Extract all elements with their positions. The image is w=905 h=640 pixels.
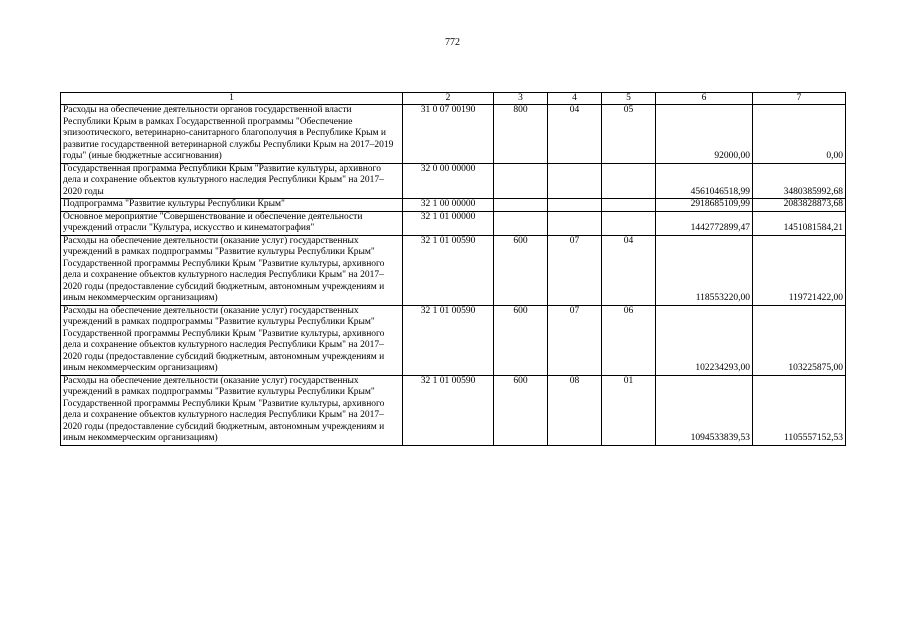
amount-year2-cell: 3480385992,68 xyxy=(753,163,846,199)
expense-name-cell: Расходы на обеспечение деятельности (оказание услуг) государственных учреждений в рамках подпрограммы "Развитие культуры Республики Крым" Государственной программы Республики Крым "Развитие культуры, архивного дела и сохранение объектов культурного наследия Республики Крым" на 2017–2020 годы (предоставление субсидий бюджетным, автономным учреждениям и иным некоммерческим организациям) xyxy=(61,235,403,305)
expense-type-code-cell xyxy=(494,211,548,235)
expense-name-cell: Основное мероприятие "Совершенствование и обеспечение деятельности учреждений отрасли "Культура, искусство и кинематография" xyxy=(61,211,403,235)
expense-type-code-cell: 600 xyxy=(494,305,548,375)
amount-year1-cell: 2918685109,99 xyxy=(656,199,753,212)
amount-year1-cell: 102234293,00 xyxy=(656,305,753,375)
section-code-cell xyxy=(548,199,602,212)
target-article-code-cell: 32 1 01 00590 xyxy=(403,375,494,445)
column-header-1: 1 xyxy=(61,93,403,105)
column-header-6: 6 xyxy=(656,93,753,105)
table-row xyxy=(61,235,846,305)
expense-type-code-cell: 800 xyxy=(494,105,548,164)
column-header-2: 2 xyxy=(403,93,494,105)
budget-table xyxy=(60,92,846,446)
amount-year1-cell: 92000,00 xyxy=(656,105,753,164)
table-row xyxy=(61,375,846,445)
section-code-cell: 07 xyxy=(548,235,602,305)
target-article-code-cell: 32 1 00 00000 xyxy=(403,199,494,212)
amount-year1-cell: 1442772899,47 xyxy=(656,211,753,235)
table-row xyxy=(61,211,846,235)
table-row xyxy=(61,105,846,164)
subsection-code-cell xyxy=(602,211,656,235)
column-header-7: 7 xyxy=(753,93,846,105)
subsection-code-cell: 01 xyxy=(602,375,656,445)
table-row xyxy=(61,163,846,199)
column-header-3: 3 xyxy=(494,93,548,105)
expense-type-code-cell xyxy=(494,163,548,199)
section-code-cell: 04 xyxy=(548,105,602,164)
amount-year2-cell: 0,00 xyxy=(753,105,846,164)
expense-type-code-cell: 600 xyxy=(494,375,548,445)
expense-type-code-cell: 600 xyxy=(494,235,548,305)
amount-year2-cell: 103225875,00 xyxy=(753,305,846,375)
page-number: 772 xyxy=(445,37,460,48)
expense-name-cell: Подпрограмма "Развитие культуры Республики Крым" xyxy=(61,199,403,212)
section-code-cell xyxy=(548,163,602,199)
subsection-code-cell: 06 xyxy=(602,305,656,375)
table-header-row xyxy=(61,93,846,105)
expense-type-code-cell xyxy=(494,199,548,212)
target-article-code-cell: 32 1 01 00000 xyxy=(403,211,494,235)
target-article-code-cell: 32 1 01 00590 xyxy=(403,235,494,305)
section-code-cell: 08 xyxy=(548,375,602,445)
amount-year1-cell: 4561046518,99 xyxy=(656,163,753,199)
amount-year1-cell: 118553220,00 xyxy=(656,235,753,305)
target-article-code-cell: 31 0 07 00190 xyxy=(403,105,494,164)
amount-year2-cell: 2083828873,68 xyxy=(753,199,846,212)
subsection-code-cell xyxy=(602,199,656,212)
amount-year2-cell: 1451081584,21 xyxy=(753,211,846,235)
amount-year2-cell: 1105557152,53 xyxy=(753,375,846,445)
target-article-code-cell: 32 0 00 00000 xyxy=(403,163,494,199)
expense-name-cell: Расходы на обеспечение деятельности (оказание услуг) государственных учреждений в рамках подпрограммы "Развитие культуры Республики Крым" Государственной программы Республики Крым "Развитие культуры, архивного дела и сохранение объектов культурного наследия Республики Крым" на 2017–2020 годы (предоставление субсидий бюджетным, автономным учреждениям и иным некоммерческим организациям) xyxy=(61,375,403,445)
subsection-code-cell xyxy=(602,163,656,199)
section-code-cell xyxy=(548,211,602,235)
expense-name-cell: Расходы на обеспечение деятельности органов государственной власти Республики Крым в рамках Государственной программы "Обеспечение эпизоотического, ветеринарно-санитарного благополучия в Республике Крым и развитие государственной ветеринарной службы Республики Крым на 2017–2019 годы" (иные бюджетные ассигнования) xyxy=(61,105,403,164)
target-article-code-cell: 32 1 01 00590 xyxy=(403,305,494,375)
table-row xyxy=(61,199,846,212)
column-header-4: 4 xyxy=(548,93,602,105)
expense-name-cell: Расходы на обеспечение деятельности (оказание услуг) государственных учреждений в рамках подпрограммы "Развитие культуры Республики Крым" Государственной программы Республики Крым "Развитие культуры, архивного дела и сохранение объектов культурного наследия Республики Крым" на 2017–2020 годы (предоставление субсидий бюджетным, автономным учреждениям и иным некоммерческим организациям) xyxy=(61,305,403,375)
table-row xyxy=(61,305,846,375)
subsection-code-cell: 05 xyxy=(602,105,656,164)
section-code-cell: 07 xyxy=(548,305,602,375)
amount-year2-cell: 119721422,00 xyxy=(753,235,846,305)
column-header-5: 5 xyxy=(602,93,656,105)
amount-year1-cell: 1094533839,53 xyxy=(656,375,753,445)
subsection-code-cell: 04 xyxy=(602,235,656,305)
expense-name-cell: Государственная программа Республики Крым "Развитие культуры, архивного дела и сохранение объектов культурного наследия Республики Крым" на 2017–2020 годы xyxy=(61,163,403,199)
